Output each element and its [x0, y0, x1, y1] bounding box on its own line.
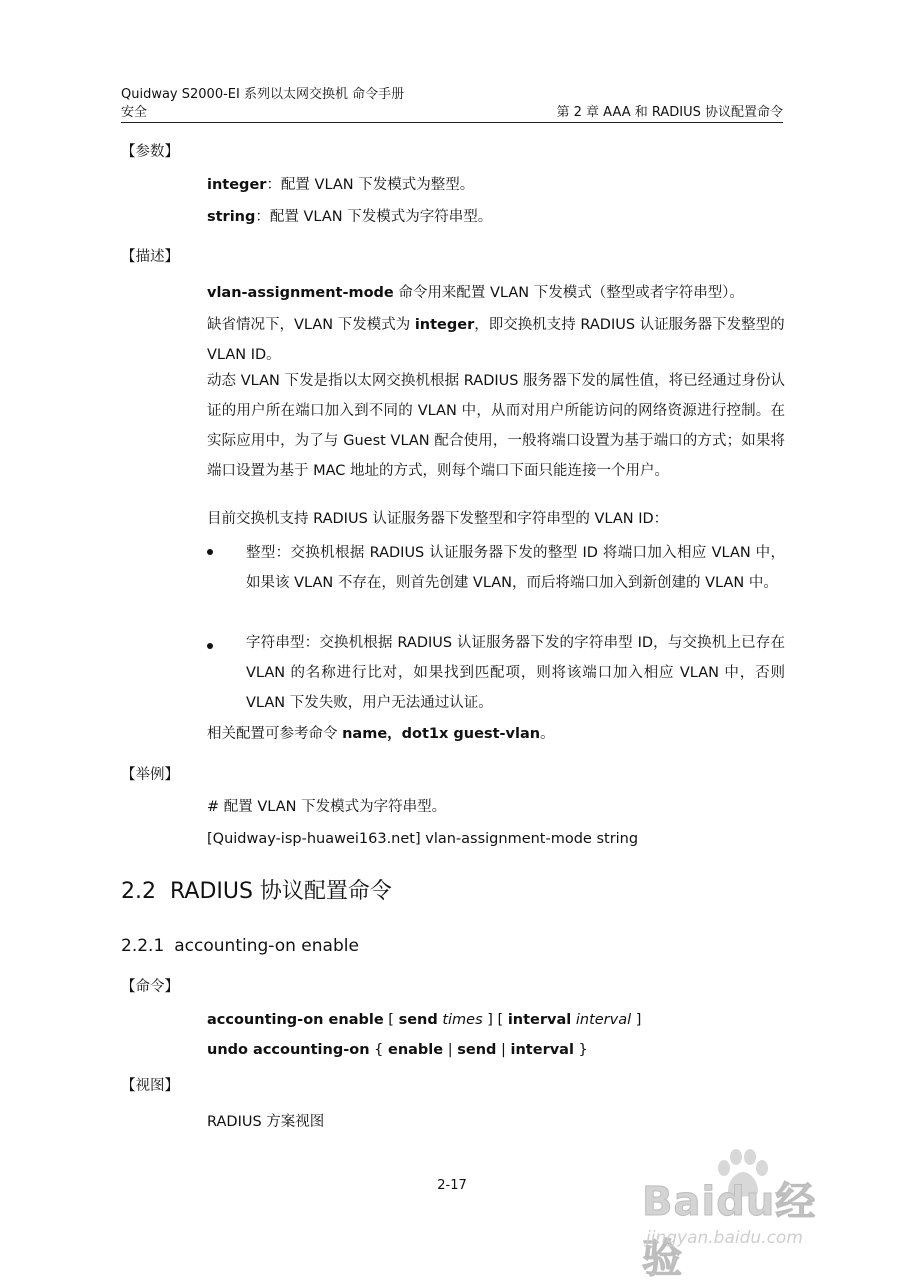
command-term: name，dot1x guest-vlan — [342, 726, 541, 742]
header-section: 安全 — [121, 105, 148, 120]
syntax-keyword: enable — [387, 1042, 444, 1058]
bullet-icon — [207, 549, 213, 555]
command-syntax-1 — [207, 1005, 785, 1035]
baidu-watermark — [642, 1148, 852, 1282]
description-p1 — [207, 278, 785, 308]
syntax-keyword: interval — [507, 1012, 572, 1028]
watermark-brand: Baidu经验 — [642, 1179, 817, 1282]
subsection-number: 2.2.1 — [121, 936, 165, 956]
subsection-heading — [121, 934, 359, 958]
description-label: 【描述】 — [121, 249, 179, 265]
syntax-keyword: undo accounting-on — [207, 1042, 370, 1058]
param-term: string — [207, 209, 256, 225]
bullet-icon — [207, 643, 213, 649]
watermark-url: jingyan.baidu.com — [646, 1228, 803, 1248]
view-text: RADIUS 方案视图 — [207, 1114, 325, 1130]
syntax-argument: interval — [575, 1012, 632, 1028]
param-desc: ：配置 VLAN 下发模式为字符串型。 — [255, 209, 493, 225]
view-label: 【视图】 — [121, 1078, 179, 1094]
command-term: integer — [414, 317, 475, 333]
param-desc: ：配置 VLAN 下发模式为整型。 — [266, 177, 475, 193]
command-term: vlan-assignment-mode — [207, 285, 394, 301]
param-string — [207, 202, 785, 232]
syntax-symbol: ] — [631, 1012, 642, 1028]
description-p3: 动态 VLAN 下发是指以太网交换机根据 RADIUS 服务器下发的属性值，将已经通过身份认证的用户所在端口加入到不同的 VLAN 中，从而对用户所能访问的网络资源进行控制。在实际应用中，为了与 Guest VLAN 配合使用，一般将端口设置为基于端口的方式；如果将端口设置为基于 MAC 地址的方式，则每个端口下面只能连接一个用户。 — [207, 373, 785, 479]
description-text: 命令用来配置 VLAN 下发模式（整型或者字符串型）。 — [393, 285, 744, 301]
params-label: 【参数】 — [121, 144, 179, 160]
syntax-keyword: interval — [510, 1042, 574, 1058]
example-label: 【举例】 — [121, 767, 179, 783]
syntax-argument: times — [442, 1012, 483, 1028]
example-command: [Quidway-isp-huawei163.net] vlan-assignment-mode string — [207, 831, 639, 847]
syntax-symbol: ] [ — [482, 1012, 508, 1028]
syntax-symbol: } — [573, 1042, 588, 1058]
syntax-symbol: | — [443, 1042, 458, 1058]
page-header — [121, 86, 783, 123]
section-heading — [121, 876, 392, 908]
page-number: 2-17 — [437, 1178, 467, 1193]
syntax-keyword: send — [398, 1012, 438, 1028]
syntax-keyword: accounting-on enable — [207, 1012, 384, 1028]
header-chapter: 第 2 章 AAA 和 RADIUS 协议配置命令 — [556, 105, 783, 120]
param-term: integer — [207, 177, 267, 193]
section-title: RADIUS 协议配置命令 — [170, 879, 392, 904]
syntax-keyword: send — [457, 1042, 497, 1058]
bullet-string: 字符串型：交换机根据 RADIUS 认证服务器下发的字符串型 ID，与交换机上已存在 VLAN 的名称进行比对，如果找到匹配项，则将该端口加入相应 VLAN 中，否则 VLAN 下发失败，用户无法通过认证。 — [246, 635, 785, 711]
description-text: 。 — [540, 726, 555, 742]
bullet-integer: 整型：交换机根据 RADIUS 认证服务器下发的整型 ID 将端口加入相应 VLAN 中，如果该 VLAN 不存在，则首先创建 VLAN，而后将端口加入到新创建的 VLAN 中。 — [246, 545, 785, 591]
syntax-symbol: { — [369, 1042, 388, 1058]
param-integer — [207, 170, 785, 200]
example-comment: # 配置 VLAN 下发模式为字符串型。 — [207, 799, 447, 815]
description-text: 相关配置可参考命令 — [207, 726, 343, 742]
section-number: 2.2 — [121, 879, 156, 904]
description-text: 缺省情况下，VLAN 下发模式为 — [207, 317, 415, 333]
description-text: ，即交换机支持 RADIUS 认证服务器下发整型的 VLAN ID。 — [207, 317, 785, 363]
header-manual-title: Quidway S2000-EI 系列以太网交换机 命令手册 — [121, 87, 405, 102]
command-syntax-2 — [207, 1035, 785, 1065]
command-label: 【命令】 — [121, 979, 179, 995]
subsection-title: accounting-on enable — [174, 936, 359, 956]
syntax-symbol: [ — [383, 1012, 399, 1028]
description-p5 — [207, 719, 785, 749]
syntax-symbol: | — [496, 1042, 511, 1058]
description-p2 — [207, 310, 785, 370]
description-p4: 目前交换机支持 RADIUS 认证服务器下发整型和字符串型的 VLAN ID： — [207, 511, 669, 527]
